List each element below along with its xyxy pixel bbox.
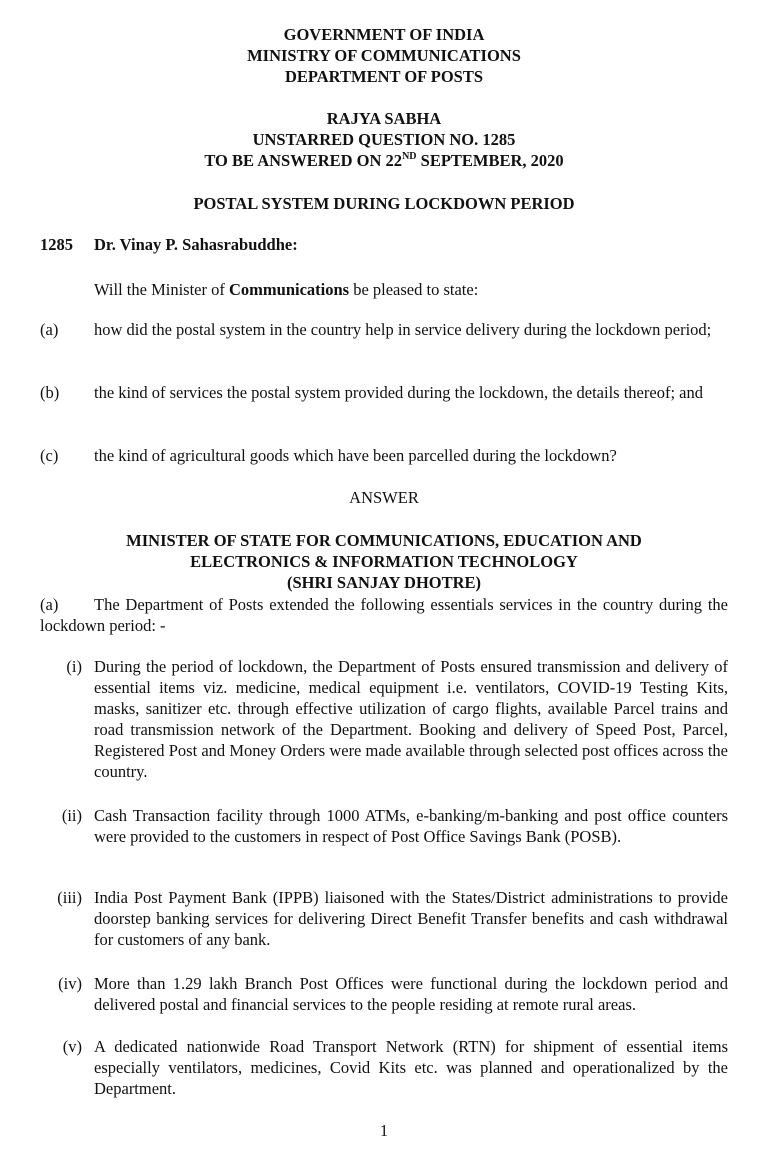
question-no: 1285	[40, 235, 73, 254]
header-line: GOVERNMENT OF INDIA	[283, 25, 485, 44]
question-part-a	[40, 319, 728, 340]
part-text: the kind of services the postal system provided during the lockdown, the details thereof; and	[94, 383, 703, 402]
item-label: (iii)	[57, 888, 82, 907]
date-sup: ND	[402, 151, 417, 162]
item-label: (ii)	[61, 806, 82, 825]
intro-text: Will the Minister of	[94, 280, 229, 299]
item-text: Cash Transaction facility through 1000 ATMs, e-banking/m-banking and post office counters were provided to the customers in respect of Post Office Savings Bank (POSB).	[94, 806, 728, 846]
minister-line: MINISTER OF STATE FOR COMMUNICATIONS, EDUCATION AND	[126, 531, 642, 550]
question-member	[40, 234, 728, 255]
question-part-c	[40, 445, 728, 466]
part-label: (a)	[40, 320, 59, 339]
intro-bold: Communications	[228, 280, 350, 299]
header-line: MINISTRY OF COMMUNICATIONS	[247, 46, 521, 65]
item-text: A dedicated nationwide Road Transport Network (RTN) for shipment of essential items especially ventilators, medicines, Covid Kits etc. was planned and operationalized by the Department.	[94, 1037, 728, 1098]
part-text: The Department of Posts extended the following essentials services in the country during the lockdown period: -	[40, 595, 728, 635]
date-suffix: SEPTEMBER, 2020	[416, 151, 564, 170]
part-text: how did the postal system in the country help in service delivery during the lockdown period;	[94, 320, 712, 339]
answer-item	[40, 656, 728, 782]
item-label: (v)	[62, 1037, 82, 1056]
question-part-b	[40, 382, 728, 403]
part-label: (b)	[40, 383, 60, 402]
question-intro	[40, 279, 728, 300]
date-prefix: TO BE ANSWERED ON 22	[204, 151, 403, 170]
minister-block	[40, 530, 728, 593]
member-name: Dr. Vinay P. Sahasrabuddhe:	[94, 235, 298, 254]
answer-item	[40, 973, 728, 1015]
page-number: 1	[379, 1121, 389, 1140]
minister-line: ELECTRONICS & INFORMATION TECHNOLOGY	[190, 552, 578, 571]
answer-date	[40, 150, 728, 171]
answer-heading: ANSWER	[349, 488, 419, 507]
item-text: India Post Payment Bank (IPPB) liaisoned with the States/District administrations to provide doorstep banking services for delivering Direct Benefit Transfer benefits and cash withdrawal for customers of any bank.	[94, 888, 728, 949]
question-number: UNSTARRED QUESTION NO. 1285	[252, 130, 516, 149]
header-line: DEPARTMENT OF POSTS	[284, 67, 484, 86]
minister-line: (SHRI SANJAY DHOTRE)	[286, 573, 482, 592]
house-name: RAJYA SABHA	[326, 109, 442, 128]
question-header	[40, 108, 728, 171]
answer-item	[40, 805, 728, 847]
document-title: POSTAL SYSTEM DURING LOCKDOWN PERIOD	[193, 194, 575, 213]
part-text: the kind of agricultural goods which have been parcelled during the lockdown?	[94, 446, 617, 465]
item-label: (i)	[66, 657, 82, 676]
item-label: (iv)	[58, 974, 82, 993]
answer-item	[40, 1036, 728, 1099]
item-text: During the period of lockdown, the Department of Posts ensured transmission and delivery of essential items viz. medicine, medical equipment i.e. ventilators, COVID-19 Testing Kits, masks, sanitizer etc. through effective utilization of cargo flights, available Parcel trains and road transmission network of the Department. Booking and delivery of Speed Post, Parcel, Registered Post and Money Orders were made available through selected post offices across the country.	[94, 657, 728, 781]
item-text: More than 1.29 lakh Branch Post Offices were functional during the lockdown period and delivered postal and financial services to the people residing at remote rural areas.	[94, 974, 728, 1014]
answer-part-a	[40, 594, 728, 636]
part-label: (a)	[40, 595, 59, 614]
answer-item	[40, 887, 728, 950]
ministry-header	[40, 24, 728, 87]
part-label: (c)	[40, 446, 59, 465]
intro-text: be pleased to state:	[349, 280, 479, 299]
